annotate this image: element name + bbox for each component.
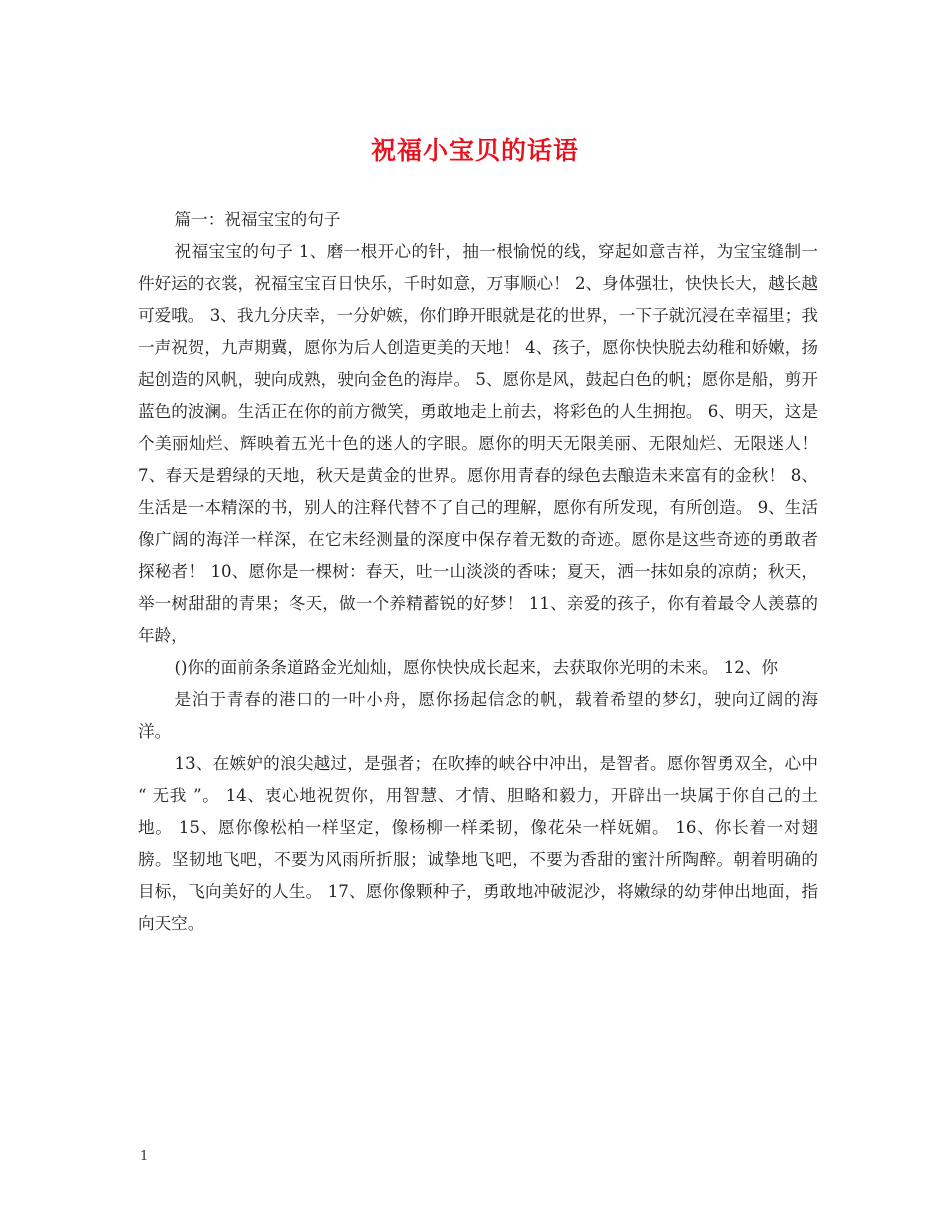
body-paragraph: ()你的面前条条道路金光灿灿，愿你快快成长起来，去获取你光明的未来。 12、你 [174,658,779,677]
body-paragraph: 是泊于青春的港口的一叶小舟，愿你扬起信念的帆，载着希望的梦幻，驶向辽阔的海洋。 [138,690,818,741]
section-heading: 篇一：祝福宝宝的句子 [174,210,341,229]
document-body [138,204,818,940]
document-title: 祝福小宝贝的话语 [370,136,579,165]
page-number: 1 [140,1149,149,1164]
body-paragraph: 13、在嫉妒的浪尖越过，是强者；在吹捧的峡谷中冲出，是智者。愿你智勇双全，心中 “ 无我 ”。 14、衷心地祝贺你，用智慧、才情、胆略和毅力，开辟出一块属于你自己的土地。 15、愿你像松柏一样坚定，像杨柳一样柔韧，像花朵一样妩媚。 16、你长着一对翅膀。坚韧地飞吧，不要为风雨所折服；诚挚地飞吧，不要为香甜的蜜汁所陶醉。朝着明确的目标，飞向美好的人生。 17、愿你像颗种子，勇敢地冲破泥沙，将嫩绿的幼芽伸出地面，指向天空。 [138,754,818,933]
body-paragraph: 祝福宝宝的句子 1、磨一根开心的针，抽一根愉悦的线，穿起如意吉祥，为宝宝缝制一件好运的衣裳，祝福宝宝百日快乐，千时如意，万事顺心！ 2、身体强壮，快快长大，越长越可爱哦。 3、我九分庆幸，一分妒嫉，你们睁开眼就是花的世界，一下子就沉浸在幸福里；我一声祝贺，九声期冀，愿你为后人创造更美的天地！ 4、孩子，愿你快快脱去幼稚和娇嫩，扬起创造的风帆，驶向成熟，驶向金色的海岸。 5、愿你是风，鼓起白色的帆；愿你是船，剪开蓝色的波澜。生活正在你的前方微笑，勇敢地走上前去，将彩色的人生拥抱。 6、明天，这是个美丽灿烂、辉映着五光十色的迷人的字眼。愿你的明天无限美丽、无限灿烂、无限迷人！ 7、春天是碧绿的天地，秋天是黄金的世界。愿你用青春的绿色去酿造未来富有的金秋！ 8、生活是一本精深的书，别人的注释代替不了自己的理解，愿你有所发现，有所创造。 9、生活像广阔的海洋一样深，在它未经测量的深度中保存着无数的奇迹。愿你是这些奇迹的勇敢者探秘者！ 10、愿你是一棵树：春天，吐一山淡淡的香味；夏天，洒一抹如泉的凉荫；秋天，举一树甜甜的青果；冬天，做一个养精蓄锐的好梦！ 11、亲爱的孩子，你有着最令人羡慕的年龄， [138,242,818,645]
